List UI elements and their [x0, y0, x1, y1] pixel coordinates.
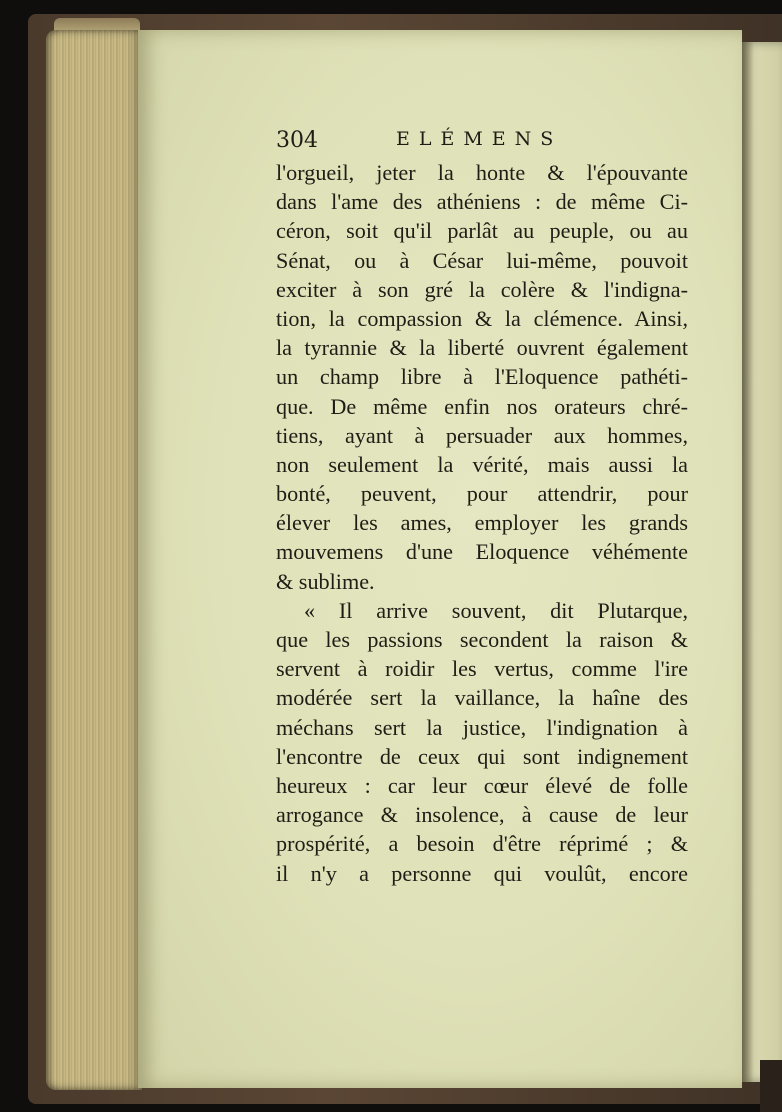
text-line: prospérité, a besoin d'être réprimé ; & — [276, 831, 688, 857]
text-line: il n'y a personne qui voulût, encore — [276, 860, 688, 886]
text-line: élever les ames, employer les grands — [276, 510, 688, 536]
text-line: que les passions secondent la raison & — [276, 627, 688, 652]
page-text-block — [276, 124, 688, 888]
text-line: arrogance & insolence, à cause de leur — [276, 802, 688, 828]
text-line: l'orgueil, jeter la honte & l'épouvante — [276, 160, 688, 185]
text-line: méchans sert la justice, l'indignation à — [276, 714, 688, 740]
facing-cover-corner — [760, 1060, 782, 1112]
page-edges — [46, 30, 142, 1090]
page-body — [276, 158, 688, 888]
text-line: que. De même enfin nos orateurs chré- — [276, 393, 688, 419]
text-line: bonté, peuvent, pour attendrir, pour — [276, 481, 688, 507]
text-line: exciter à son gré la colère & l'indigna- — [276, 276, 688, 302]
text-line: l'encontre de ceux qui sont indignement — [276, 743, 688, 769]
text-line: & sublime. — [276, 568, 375, 594]
text-line: Sénat, ou à César lui-même, pouvoit — [276, 247, 688, 273]
facing-page-edge — [742, 42, 782, 1082]
text-line: tion, la compassion & la clémence. Ainsi, — [276, 305, 688, 331]
page-number: 304 — [276, 128, 318, 153]
text-line: « Il arrive souvent, dit Plutarque, — [304, 597, 688, 623]
page-header — [276, 124, 688, 158]
text-line: servent à roidir les vertus, comme l'ire — [276, 656, 688, 682]
text-line: modérée sert la vaillance, la haîne des — [276, 685, 688, 711]
text-line: un champ libre à l'Eloquence pathéti- — [276, 364, 688, 390]
text-line: heureux : car leur cœur élevé de folle — [276, 772, 688, 798]
text-line: dans l'ame des athéniens : de même Ci- — [276, 189, 688, 215]
running-title: ELÉMENS — [396, 128, 563, 150]
text-line: tiens, ayant à persuader aux hommes, — [276, 422, 688, 448]
text-line: mouvemens d'une Eloquence véhémente — [276, 539, 688, 565]
text-line: non seulement la vérité, mais aussi la — [276, 451, 688, 477]
text-line: la tyrannie & la liberté ouvrent également — [276, 335, 688, 361]
text-line: céron, soit qu'il parlât au peuple, ou au — [276, 218, 688, 244]
